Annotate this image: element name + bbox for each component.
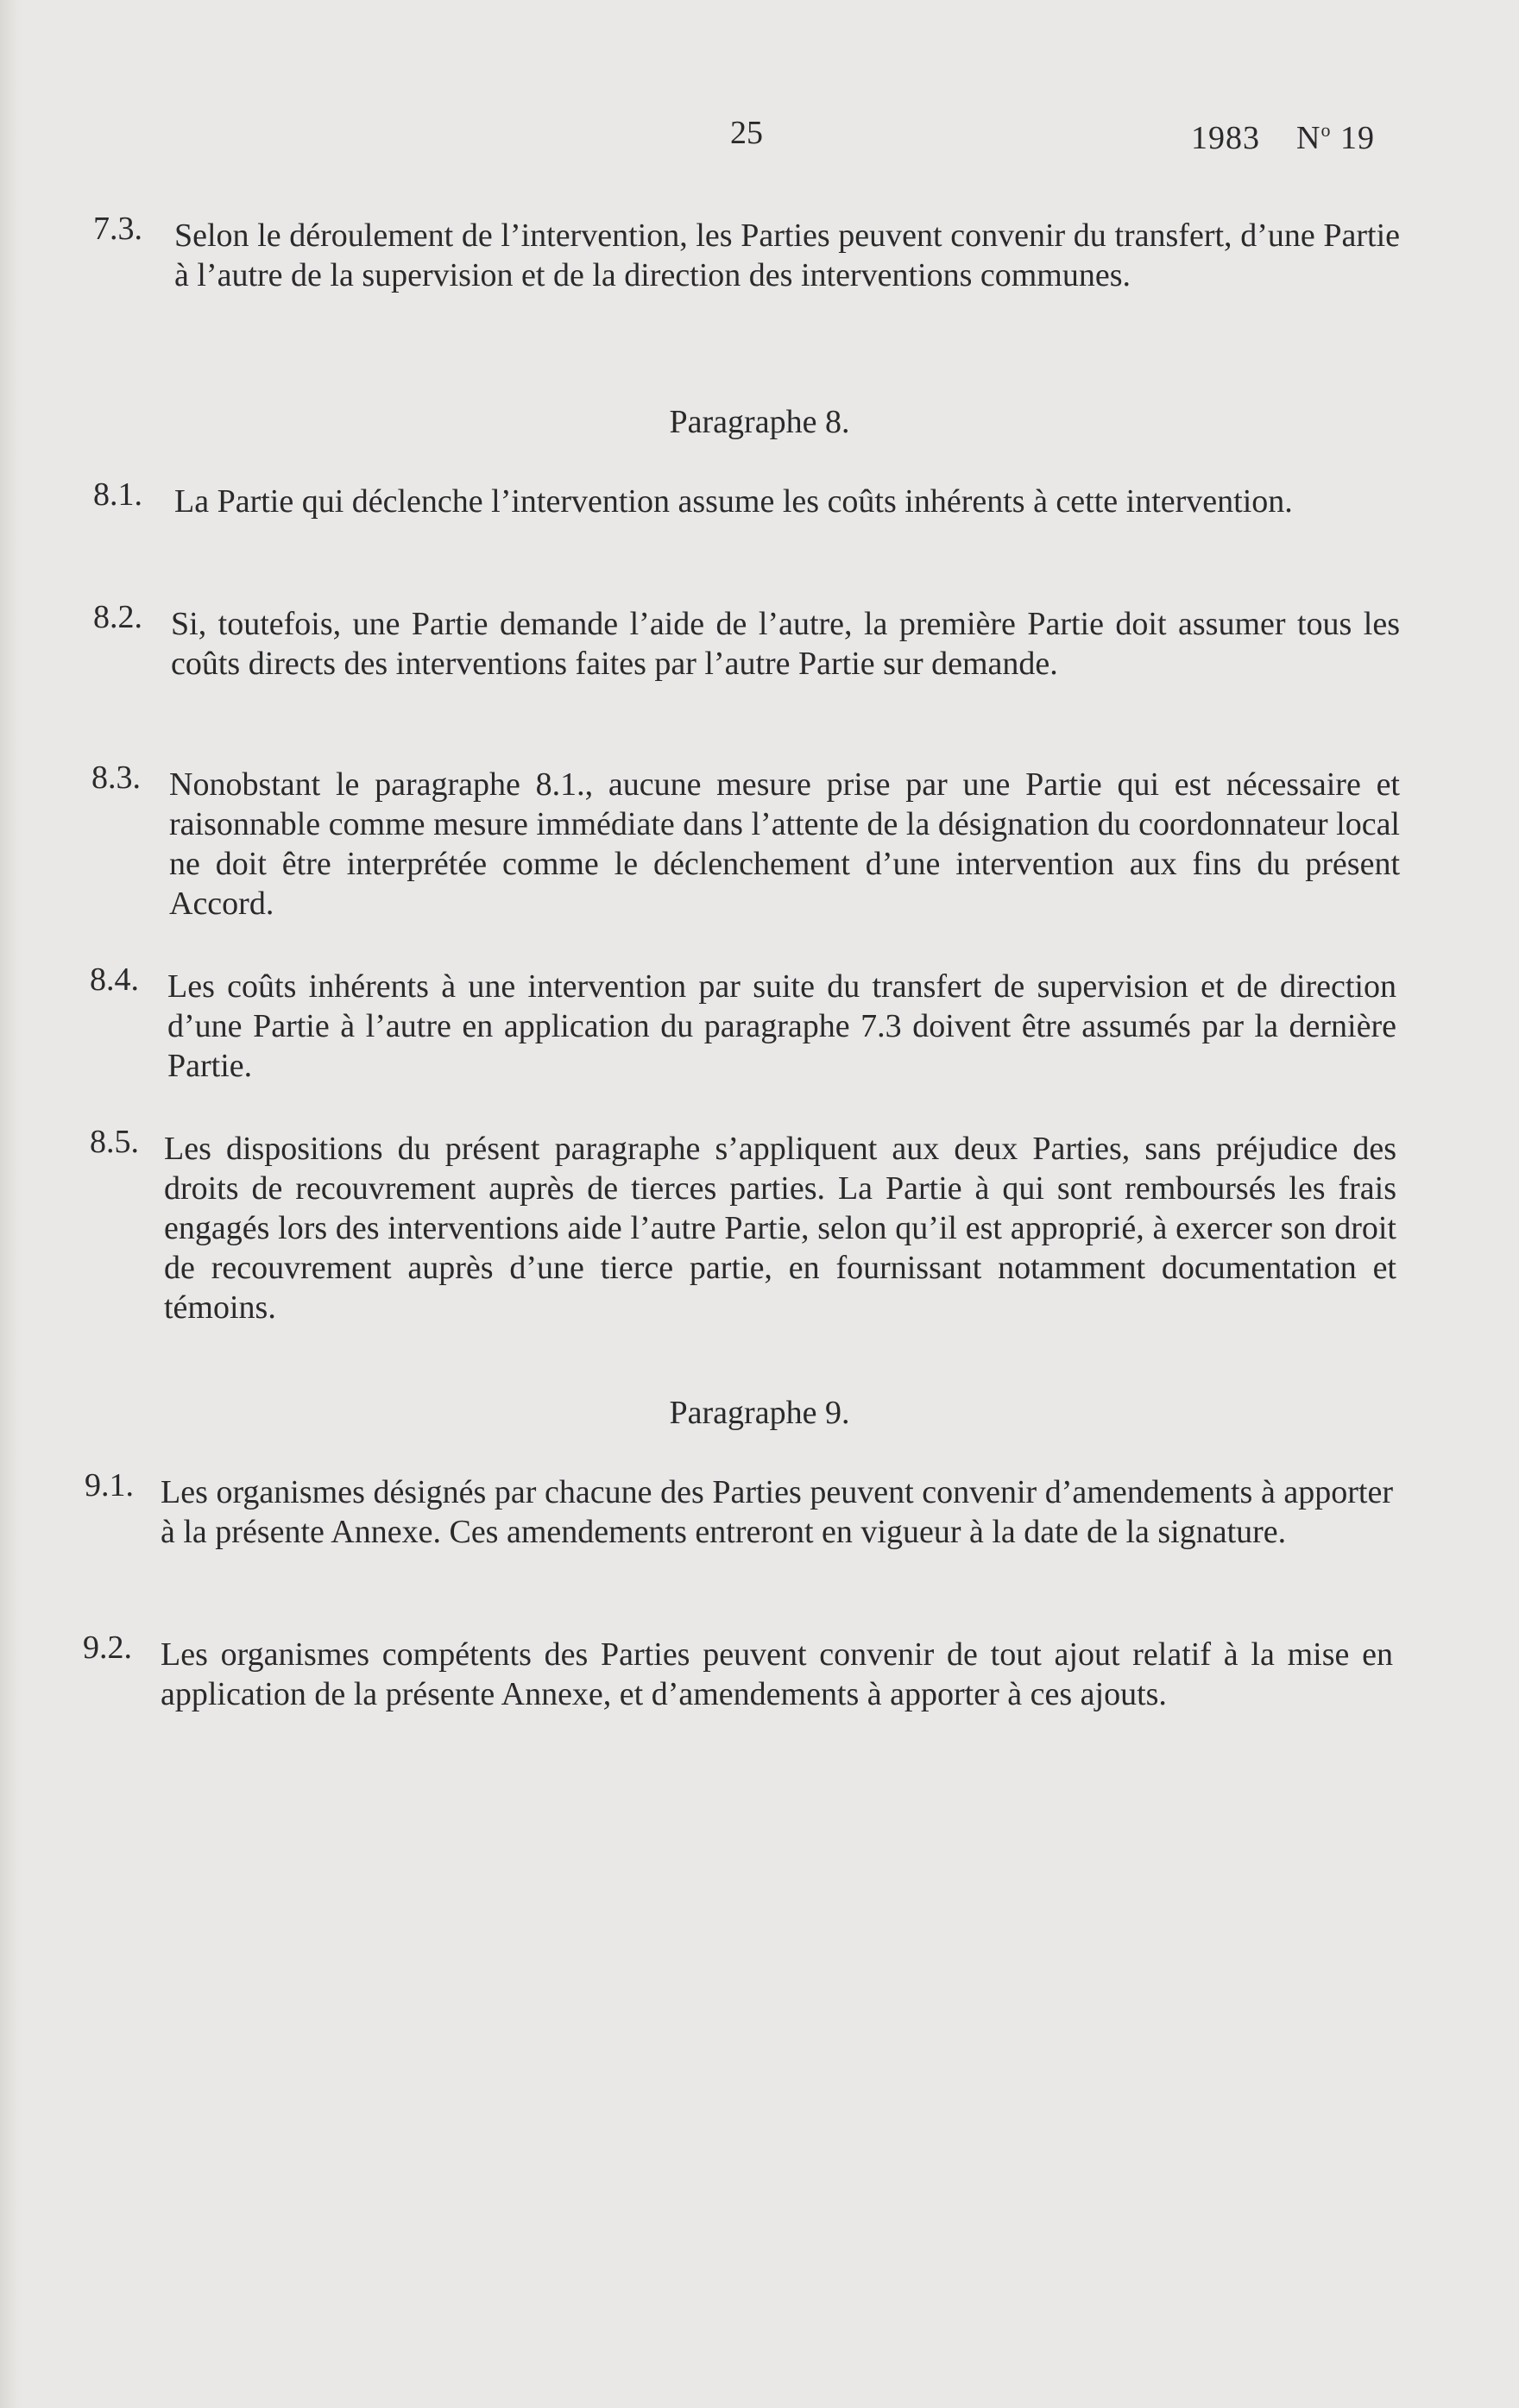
clause-number: 9.2. <box>83 1629 132 1666</box>
clause-text: Les organismes désignés par chacune des Parties peuvent convenir d’amendements à apporter à la présente Annexe. Ces amendements entreront en vigueur à la date de la signature. <box>161 1474 1393 1550</box>
page-number: 25 <box>730 115 763 151</box>
section-heading-paragraphe-9: Paragraphe 9. <box>669 1395 850 1431</box>
page-header <box>0 114 1519 166</box>
clause-text: Les organismes compétents des Parties peuvent convenir de tout ajout relatif à la mise en application de la présente Annexe, et d’amendements à apporter à ces ajouts. <box>161 1636 1393 1712</box>
document-year: 1983 <box>1191 120 1260 156</box>
clause-text: La Partie qui déclenche l’intervention assume les coûts inhérents à cette intervention. <box>174 483 1293 520</box>
clause-text: Nonobstant le paragraphe 8.1., aucune mesure prise par une Partie qui est nécessaire et raisonnable comme mesure immédiate dans l’attente de la désignation du coordonnateur local ne doit être interprétée comme le déclenchement d’une intervention aux fins du présent Accord. <box>169 766 1400 922</box>
clause-text: Selon le déroulement de l’intervention, les Parties peuvent convenir du transfert, d’une Partie à l’autre de la supervision et de la direction des interventions communes. <box>174 217 1400 293</box>
clause-number: 8.1. <box>93 476 142 513</box>
clause-number: 8.3. <box>91 760 141 796</box>
clause-number: 7.3. <box>93 211 142 247</box>
clause-number: 8.4. <box>90 961 139 998</box>
document-reference <box>1191 119 1375 157</box>
page-binding-edge <box>0 0 22 2408</box>
document-number-superscript: o <box>1320 119 1332 141</box>
section-heading-paragraphe-8: Paragraphe 8. <box>669 404 850 440</box>
document-number: 19 <box>1339 120 1375 156</box>
clause-number: 8.5. <box>90 1124 139 1160</box>
clause-number: 9.1. <box>85 1467 134 1503</box>
clause-text: Si, toutefois, une Partie demande l’aide de l’autre, la première Partie doit assumer tous les coûts directs des interventions faites par l’autre Partie sur demande. <box>171 606 1400 682</box>
document-number-prefix: N <box>1296 120 1321 156</box>
clause-number: 8.2. <box>93 599 142 635</box>
clause-text: Les coûts inhérents à une intervention par suite du transfert de supervision et de direction d’une Partie à l’autre en application du paragraphe 7.3 doivent être assumés par la dernière Partie. <box>167 968 1396 1084</box>
clause-text: Les dispositions du présent paragraphe s’appliquent aux deux Parties, sans préjudice des droits de recouvrement auprès de tierces parties. La Partie à qui sont remboursés les frais engagés lors des interventions aide l’autre Partie, selon qu’il est approprié, à exercer son droit de recouvrement auprès d’une tierce partie, en fournissant notamment documentation et témoins. <box>164 1131 1396 1326</box>
